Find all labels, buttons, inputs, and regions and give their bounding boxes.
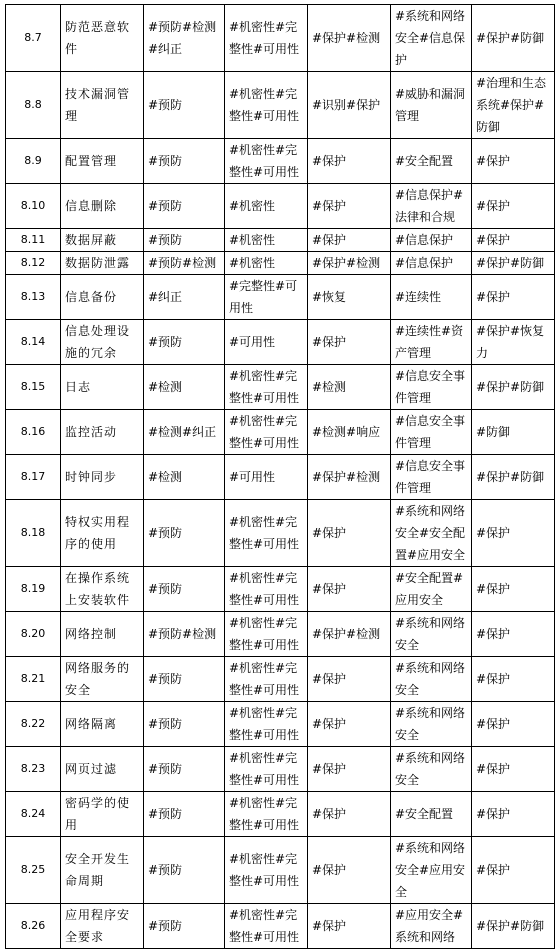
capability-cell: #威胁和漏洞管理 <box>391 72 472 139</box>
security-domain-cell: #防御 <box>472 410 555 455</box>
cyber-concept-cell: #保护 <box>308 837 391 904</box>
security-domain-cell: #保护 <box>472 275 555 320</box>
cyber-concept-cell: #恢复 <box>308 275 391 320</box>
control-type-cell: #纠正 <box>144 275 225 320</box>
control-name-cell: 特权实用程序的使用 <box>61 500 144 567</box>
security-property-cell: #机密性#完整性#可用性 <box>225 837 308 904</box>
control-type-cell: #预防 <box>144 657 225 702</box>
control-id-cell: 8.11 <box>6 229 61 252</box>
security-domain-cell: #保护#防御 <box>472 365 555 410</box>
control-type-cell: #预防 <box>144 904 225 949</box>
control-id-cell: 8.24 <box>6 792 61 837</box>
table-row <box>6 837 555 904</box>
control-type-cell: #预防 <box>144 792 225 837</box>
control-type-cell: #预防 <box>144 567 225 612</box>
capability-cell: #应用安全#系统和网络 <box>391 904 472 949</box>
table-row <box>6 702 555 747</box>
control-id-cell: 8.23 <box>6 747 61 792</box>
security-property-cell: #机密性#完整性#可用性 <box>225 72 308 139</box>
control-name-cell: 信息处理设施的冗余 <box>61 320 144 365</box>
control-type-cell: #检测 <box>144 365 225 410</box>
control-id-cell: 8.20 <box>6 612 61 657</box>
security-property-cell: #机密性#完整性#可用性 <box>225 410 308 455</box>
table-row <box>6 455 555 500</box>
table-row <box>6 252 555 275</box>
capability-cell: #系统和网络安全#应用安全 <box>391 837 472 904</box>
security-property-cell: #机密性#完整性#可用性 <box>225 657 308 702</box>
table-row <box>6 229 555 252</box>
control-id-cell: 8.13 <box>6 275 61 320</box>
security-domain-cell: #保护 <box>472 229 555 252</box>
capability-cell: #信息安全事件管理 <box>391 410 472 455</box>
control-id-cell: 8.15 <box>6 365 61 410</box>
cyber-concept-cell: #保护 <box>308 792 391 837</box>
control-name-cell: 网络控制 <box>61 612 144 657</box>
security-property-cell: #机密性#完整性#可用性 <box>225 904 308 949</box>
security-domain-cell: #保护 <box>472 139 555 184</box>
cyber-concept-cell: #保护 <box>308 500 391 567</box>
security-domain-cell: #保护 <box>472 567 555 612</box>
control-type-cell: #预防 <box>144 837 225 904</box>
control-name-cell: 配置管理 <box>61 139 144 184</box>
security-property-cell: #机密性 <box>225 252 308 275</box>
capability-cell: #系统和网络安全 <box>391 612 472 657</box>
security-property-cell: #可用性 <box>225 455 308 500</box>
cyber-concept-cell: #保护#检测 <box>308 5 391 72</box>
control-name-cell: 安全开发生命周期 <box>61 837 144 904</box>
control-id-cell: 8.18 <box>6 500 61 567</box>
security-property-cell: #机密性#完整性#可用性 <box>225 5 308 72</box>
security-domain-cell: #保护 <box>472 747 555 792</box>
control-id-cell: 8.17 <box>6 455 61 500</box>
capability-cell: #安全配置 <box>391 139 472 184</box>
cyber-concept-cell: #保护 <box>308 320 391 365</box>
control-type-cell: #预防 <box>144 702 225 747</box>
table-row <box>6 184 555 229</box>
control-name-cell: 技术漏洞管理 <box>61 72 144 139</box>
cyber-concept-cell: #保护#检测 <box>308 455 391 500</box>
table-row <box>6 904 555 949</box>
control-id-cell: 8.8 <box>6 72 61 139</box>
control-name-cell: 信息备份 <box>61 275 144 320</box>
table-row <box>6 792 555 837</box>
security-property-cell: #机密性#完整性#可用性 <box>225 702 308 747</box>
cyber-concept-cell: #检测 <box>308 365 391 410</box>
table-row <box>6 139 555 184</box>
table-row <box>6 5 555 72</box>
cyber-concept-cell: #保护 <box>308 567 391 612</box>
control-name-cell: 网络服务的安全 <box>61 657 144 702</box>
cyber-concept-cell: #保护 <box>308 184 391 229</box>
control-name-cell: 时钟同步 <box>61 455 144 500</box>
table-row <box>6 365 555 410</box>
capability-cell: #信息保护#法律和合规 <box>391 184 472 229</box>
capability-cell: #系统和网络安全 <box>391 657 472 702</box>
cyber-concept-cell: #保护 <box>308 904 391 949</box>
control-type-cell: #预防 <box>144 72 225 139</box>
security-property-cell: #机密性#完整性#可用性 <box>225 612 308 657</box>
control-type-cell: #预防 <box>144 229 225 252</box>
table-row <box>6 320 555 365</box>
control-name-cell: 在操作系统上安装软件 <box>61 567 144 612</box>
security-domain-cell: #保护 <box>472 184 555 229</box>
cyber-concept-cell: #保护#检测 <box>308 612 391 657</box>
control-id-cell: 8.12 <box>6 252 61 275</box>
control-id-cell: 8.22 <box>6 702 61 747</box>
control-name-cell: 数据防泄露 <box>61 252 144 275</box>
table-row <box>6 72 555 139</box>
security-domain-cell: #治理和生态系统#保护#防御 <box>472 72 555 139</box>
table-row <box>6 275 555 320</box>
control-type-cell: #检测#纠正 <box>144 410 225 455</box>
control-type-cell: #预防 <box>144 320 225 365</box>
control-type-cell: #预防#检测#纠正 <box>144 5 225 72</box>
security-domain-cell: #保护 <box>472 657 555 702</box>
table-row <box>6 657 555 702</box>
security-property-cell: #机密性 <box>225 229 308 252</box>
security-property-cell: #机密性#完整性#可用性 <box>225 792 308 837</box>
table-row <box>6 747 555 792</box>
cyber-concept-cell: #识别#保护 <box>308 72 391 139</box>
capability-cell: #信息安全事件管理 <box>391 365 472 410</box>
control-name-cell: 信息删除 <box>61 184 144 229</box>
cyber-concept-cell: #保护 <box>308 229 391 252</box>
capability-cell: #系统和网络安全#信息保护 <box>391 5 472 72</box>
control-name-cell: 防范恶意软件 <box>61 5 144 72</box>
cyber-concept-cell: #保护 <box>308 139 391 184</box>
control-type-cell: #预防 <box>144 500 225 567</box>
security-property-cell: #机密性#完整性#可用性 <box>225 365 308 410</box>
security-domain-cell: #保护#防御 <box>472 455 555 500</box>
cyber-concept-cell: #保护#检测 <box>308 252 391 275</box>
capability-cell: #安全配置#应用安全 <box>391 567 472 612</box>
control-id-cell: 8.16 <box>6 410 61 455</box>
security-domain-cell: #保护#防御 <box>472 5 555 72</box>
security-domain-cell: #保护 <box>472 500 555 567</box>
cyber-concept-cell: #保护 <box>308 747 391 792</box>
security-domain-cell: #保护 <box>472 837 555 904</box>
table-row <box>6 612 555 657</box>
security-property-cell: #机密性#完整性#可用性 <box>225 747 308 792</box>
control-type-cell: #检测 <box>144 455 225 500</box>
control-name-cell: 密码学的使用 <box>61 792 144 837</box>
security-property-cell: #机密性#完整性#可用性 <box>225 567 308 612</box>
control-id-cell: 8.7 <box>6 5 61 72</box>
capability-cell: #系统和网络安全#安全配置#应用安全 <box>391 500 472 567</box>
control-id-cell: 8.9 <box>6 139 61 184</box>
controls-table <box>5 4 555 949</box>
security-domain-cell: #保护 <box>472 792 555 837</box>
control-id-cell: 8.19 <box>6 567 61 612</box>
capability-cell: #系统和网络安全 <box>391 702 472 747</box>
security-domain-cell: #保护 <box>472 612 555 657</box>
control-type-cell: #预防 <box>144 139 225 184</box>
security-property-cell: #机密性#完整性#可用性 <box>225 139 308 184</box>
security-domain-cell: #保护#恢复力 <box>472 320 555 365</box>
control-type-cell: #预防 <box>144 184 225 229</box>
control-name-cell: 网络隔离 <box>61 702 144 747</box>
cyber-concept-cell: #保护 <box>308 657 391 702</box>
control-id-cell: 8.26 <box>6 904 61 949</box>
capability-cell: #安全配置 <box>391 792 472 837</box>
control-type-cell: #预防#检测 <box>144 252 225 275</box>
control-name-cell: 网页过滤 <box>61 747 144 792</box>
capability-cell: #系统和网络安全 <box>391 747 472 792</box>
security-property-cell: #机密性 <box>225 184 308 229</box>
table-row <box>6 410 555 455</box>
control-name-cell: 监控活动 <box>61 410 144 455</box>
control-type-cell: #预防#检测 <box>144 612 225 657</box>
security-domain-cell: #保护#防御 <box>472 904 555 949</box>
table-row <box>6 500 555 567</box>
cyber-concept-cell: #保护 <box>308 702 391 747</box>
security-property-cell: #完整性#可用性 <box>225 275 308 320</box>
control-id-cell: 8.25 <box>6 837 61 904</box>
capability-cell: #连续性 <box>391 275 472 320</box>
control-id-cell: 8.10 <box>6 184 61 229</box>
capability-cell: #信息保护 <box>391 252 472 275</box>
control-name-cell: 日志 <box>61 365 144 410</box>
capability-cell: #连续性#资产管理 <box>391 320 472 365</box>
security-property-cell: #可用性 <box>225 320 308 365</box>
security-property-cell: #机密性#完整性#可用性 <box>225 500 308 567</box>
control-id-cell: 8.21 <box>6 657 61 702</box>
cyber-concept-cell: #检测#响应 <box>308 410 391 455</box>
control-id-cell: 8.14 <box>6 320 61 365</box>
security-domain-cell: #保护 <box>472 702 555 747</box>
control-name-cell: 应用程序安全要求 <box>61 904 144 949</box>
control-type-cell: #预防 <box>144 747 225 792</box>
controls-table-body <box>6 5 555 949</box>
table-row <box>6 567 555 612</box>
capability-cell: #信息安全事件管理 <box>391 455 472 500</box>
capability-cell: #信息保护 <box>391 229 472 252</box>
control-name-cell: 数据屏蔽 <box>61 229 144 252</box>
security-domain-cell: #保护#防御 <box>472 252 555 275</box>
